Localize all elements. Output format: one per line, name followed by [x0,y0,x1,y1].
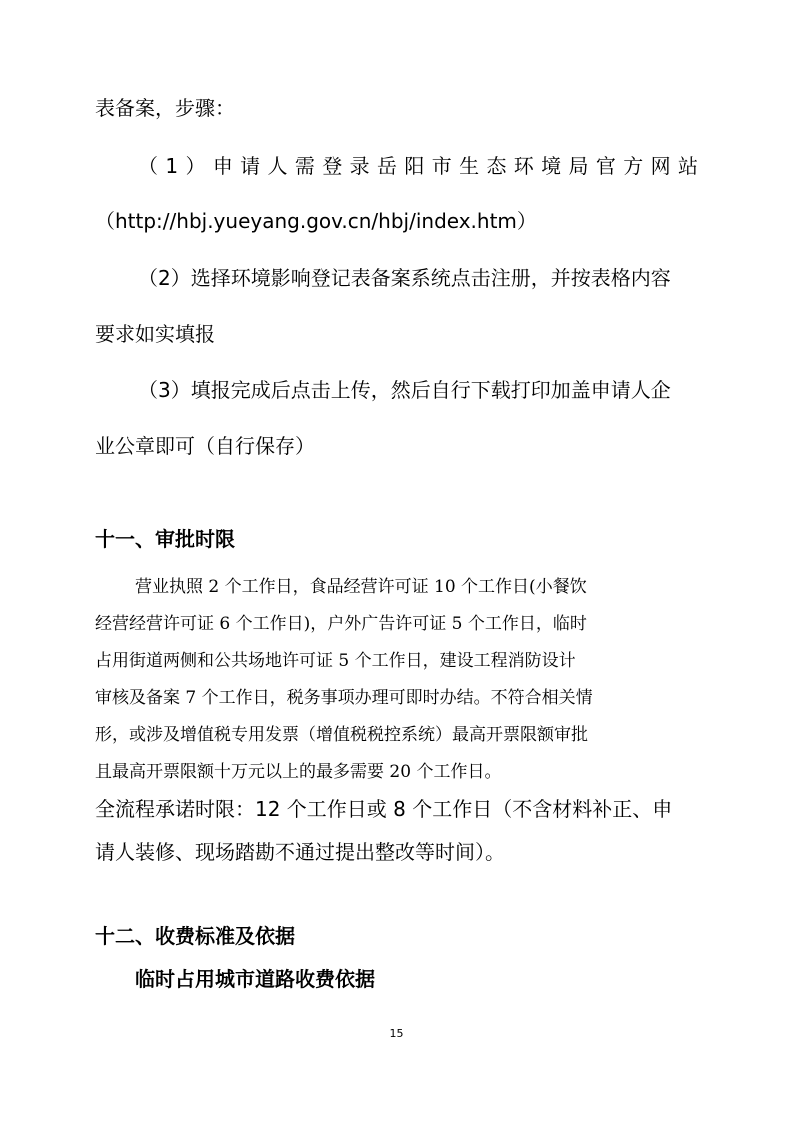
step-3-line: （3）填报完成后点击上传，然后自行下载打印加盖申请人企 [138,378,671,402]
page-number: 15 [389,1027,404,1040]
para-line-5: 形，或涉及增值税专用发票（增值税税控系统）最高开票限额审批 [95,725,588,745]
section-heading-12: 十二、收费标准及依据 [95,924,295,948]
step-3-line-cont: 业公章即可（自行保存） [95,434,315,458]
section-heading-11: 十一、审批时限 [95,527,235,551]
para-line-6: 且最高开票限额十万元以上的最多需要 20 个工作日。 [95,762,502,782]
step-2-line-cont: 要求如实填报 [95,322,215,346]
para-line-3: 占用街道两侧和公共场地许可证 5 个工作日，建设工程消防设计 [95,651,576,671]
section-subheading: 临时占用城市道路收费依据 [135,967,375,991]
promise-line-1: 全流程承诺时限：12 个工作日或 8 个工作日（不含材料补正、申 [95,797,673,821]
text-line: 表备案，步骤： [95,96,235,120]
para-line-4: 审核及备案 7 个工作日，税务事项办理可即时办结。不符合相关情 [95,688,593,708]
para-line-2: 经营经营许可证 6 个工作日)，户外广告许可证 5 个工作日，临时 [95,614,587,634]
promise-line-2: 请人装修、现场踏勘不通过提出整改等时间）。 [95,840,505,864]
step-2-line: （2）选择环境影响登记表备案系统点击注册，并按表格内容 [138,266,671,290]
step-1-url: （http://hbj.yueyang.gov.cn/hbj/index.htm） [95,209,537,233]
para-line-1: 营业执照 2 个工作日，食品经营许可证 10 个工作日(小餐饮 [135,577,587,597]
step-1-line: （1）申请人需登录岳阳市生态环境局官方网站 [138,154,698,178]
